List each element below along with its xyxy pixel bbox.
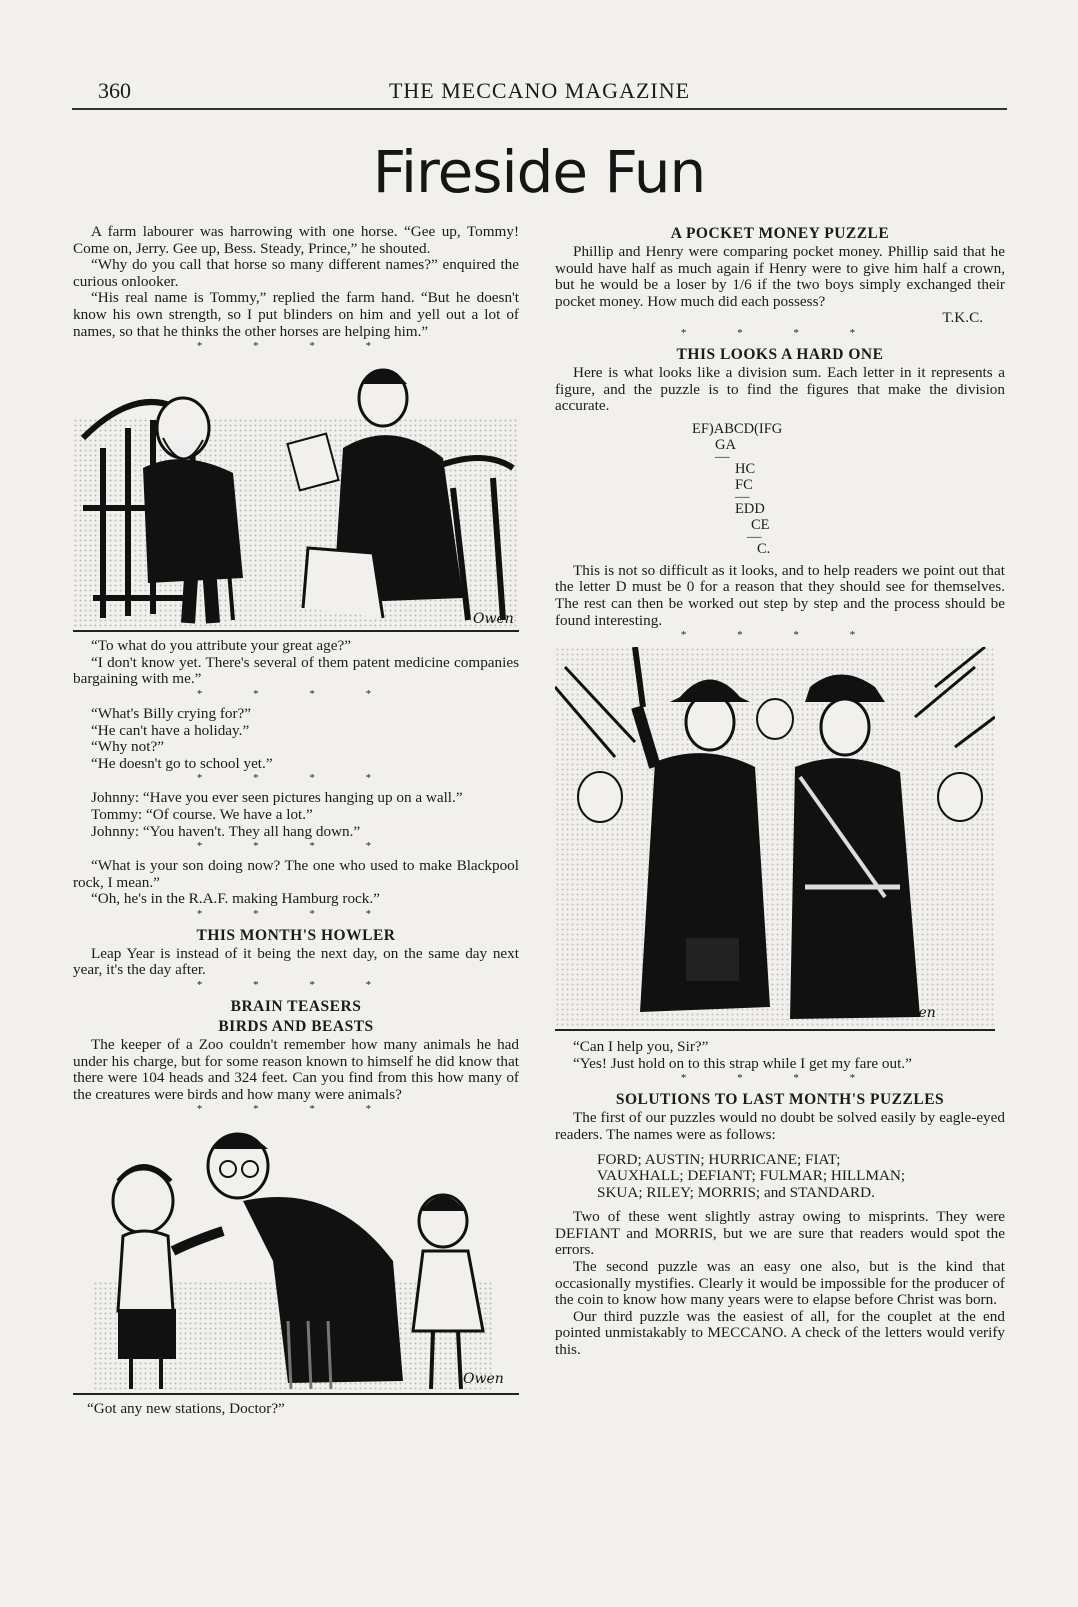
separator-stars: * * * * (196, 907, 396, 920)
paragraph: “He doesn't go to school yet.” (91, 754, 273, 772)
paragraph: “Yes! Just hold on to this strap while I get my fare out.” (573, 1054, 912, 1072)
solution-names-line: SKUA; RILEY; MORRIS; and STANDARD. (597, 1183, 875, 1201)
paragraph: “What is your son doing now? The one who used to make Blackpool rock, I mean.” (73, 857, 519, 891)
paragraph: The second puzzle was an easy one also, but is the kind that occasionally mystifies. Clearly it would be impossible for the producer of the coin to know how many years were to elapse before Christ was born. (555, 1258, 1005, 1309)
paragraph: Phillip and Henry were comparing pocket money. Phillip said that he would have half as much again if Henry were to give him half a crown, but he would be a loser by 1/6 if the two boys simply exchanged their pocket money. How much did each possess? (555, 243, 1005, 310)
svg-text:Owen: Owen (463, 1371, 504, 1388)
paragraph: “I don't know yet. There's several of them patent medicine companies bargaining with me.” (73, 653, 519, 688)
paragraph: A farm labourer was harrowing with one horse. “Gee up, Tommy! Come on, Jerry. Gee up, Bess. Steady, Prince,” he shouted. (73, 223, 519, 257)
paragraph: “His real name is Tommy,” replied the farm hand. “But he doesn't know his own strength, so I put blinders on him and yell out a lot of names, so that he thinks the other horses are helping him.” (73, 289, 519, 340)
division-rule: — (715, 448, 730, 465)
right-column (555, 224, 1005, 1359)
section-heading-brain-teasers: BRAIN TEASERS (230, 998, 362, 1016)
running-title: THE MECCANO MAGAZINE (388, 78, 691, 103)
paragraph: Here is what looks like a division sum. Each letter in it represents a figure, and the puzzle is to find the figures that make the division accurate. (555, 363, 1005, 415)
separator-stars: * * * * (680, 1072, 880, 1085)
svg-text:Owen: Owen (895, 1005, 936, 1022)
paragraph: Tommy: “Of course. We have a lot.” (91, 805, 313, 823)
separator-stars: * * * * (680, 326, 880, 339)
separator-stars: * * * * (196, 340, 396, 353)
paragraph: “What's Billy crying for?” (91, 704, 252, 722)
paragraph: Our third puzzle was the easiest of all, for the couplet at the end pointed unmistakably to MECCANO. A check of the letters would verify this. (555, 1307, 1005, 1359)
section-heading-solutions: SOLUTIONS TO LAST MONTH'S PUZZLES (615, 1091, 945, 1109)
paragraph: Leap Year is instead of it being the next day, on the same day next year, it's the day after. (73, 944, 519, 979)
section-heading-pocket-money: A POCKET MONEY PUZZLE (670, 225, 890, 242)
division-line: EDD (735, 500, 765, 517)
division-line: C. (757, 540, 771, 557)
division-line: EF)ABCD(IFG (692, 420, 783, 437)
paragraph: Johnny: “You haven't. They all hang down.” (91, 822, 361, 840)
solution-names-line: VAUXHALL; DEFIANT; FULMAR; HILLMAN; (597, 1167, 906, 1185)
division-rule: — (747, 528, 762, 545)
separator-stars: * * * * (196, 772, 396, 785)
cartoon-caption: “To what do you attribute your great age?” (91, 637, 351, 655)
division-line: HC (735, 460, 756, 477)
paragraph: “He can't have a holiday.” (91, 721, 250, 739)
paragraph: “Oh, he's in the R.A.F. making Hamburg rock.” (91, 890, 380, 908)
section-heading-birds-beasts: BIRDS AND BEASTS (218, 1018, 374, 1036)
paragraph: “Why not?” (91, 738, 164, 756)
paragraph: The keeper of a Zoo couldn't remember how many animals he had under his charge, but for some reason known to himself he did know that there were 104 heads and 324 feet. Can you find from this how many of the creatures were birds and how many were animals? (73, 1036, 519, 1103)
svg-text:Owen: Owen (473, 611, 514, 628)
page-header (72, 72, 1007, 110)
cartoon-caption: “Can I help you, Sir?” (573, 1038, 709, 1056)
paragraph: Johnny: “Have you ever seen pictures hanging up on a wall.” (91, 789, 463, 807)
separator-stars: * * * * (196, 687, 396, 700)
paragraph: The first of our puzzles would no doubt be solved easily by eagle-eyed readers. The names were as follows: (555, 1109, 1005, 1143)
cartoon-train-strap-illustration (555, 647, 995, 1031)
division-line: GA (715, 436, 736, 453)
section-heading-hard-one: THIS LOOKS A HARD ONE (676, 345, 884, 363)
separator-stars: * * * * (196, 979, 396, 992)
solution-names-line: FORD; AUSTIN; HURRICANE; FIAT; (597, 1150, 841, 1168)
separator-stars: * * * * (196, 1103, 396, 1116)
division-line: CE (751, 516, 770, 533)
division-sum (555, 421, 1005, 557)
page-title: Fireside Fun (372, 138, 706, 206)
paragraph: Two of these went slightly astray owing to misprints. They were DEFIANT and MORRIS, but we are sure that readers would spot the errors. (555, 1208, 1005, 1259)
left-column (73, 224, 519, 1418)
division-line: FC (735, 476, 753, 493)
separator-stars: * * * * (680, 629, 880, 642)
paragraph: This is not so difficult as it looks, and to help readers we point out that the letter D must be 0 for a reason that they should see for themselves. The rest can then be worked out step by step and the process should be found interesting. (555, 561, 1005, 629)
cartoon-old-man-illustration (73, 358, 519, 632)
author-initials: T.K.C. (942, 309, 983, 327)
page-number: 360 (98, 78, 131, 103)
separator-stars: * * * * (196, 840, 396, 853)
paragraph: “Why do you call that horse so many different names?” enquired the curious onlooker. (73, 256, 519, 290)
cartoon-caption: “Got any new stations, Doctor?” (87, 1400, 285, 1418)
section-heading-howler: THIS MONTH'S HOWLER (196, 926, 396, 944)
division-rule: — (735, 488, 750, 505)
cartoon-doctor-illustration (73, 1121, 519, 1395)
solution-names-list (555, 1152, 1005, 1202)
